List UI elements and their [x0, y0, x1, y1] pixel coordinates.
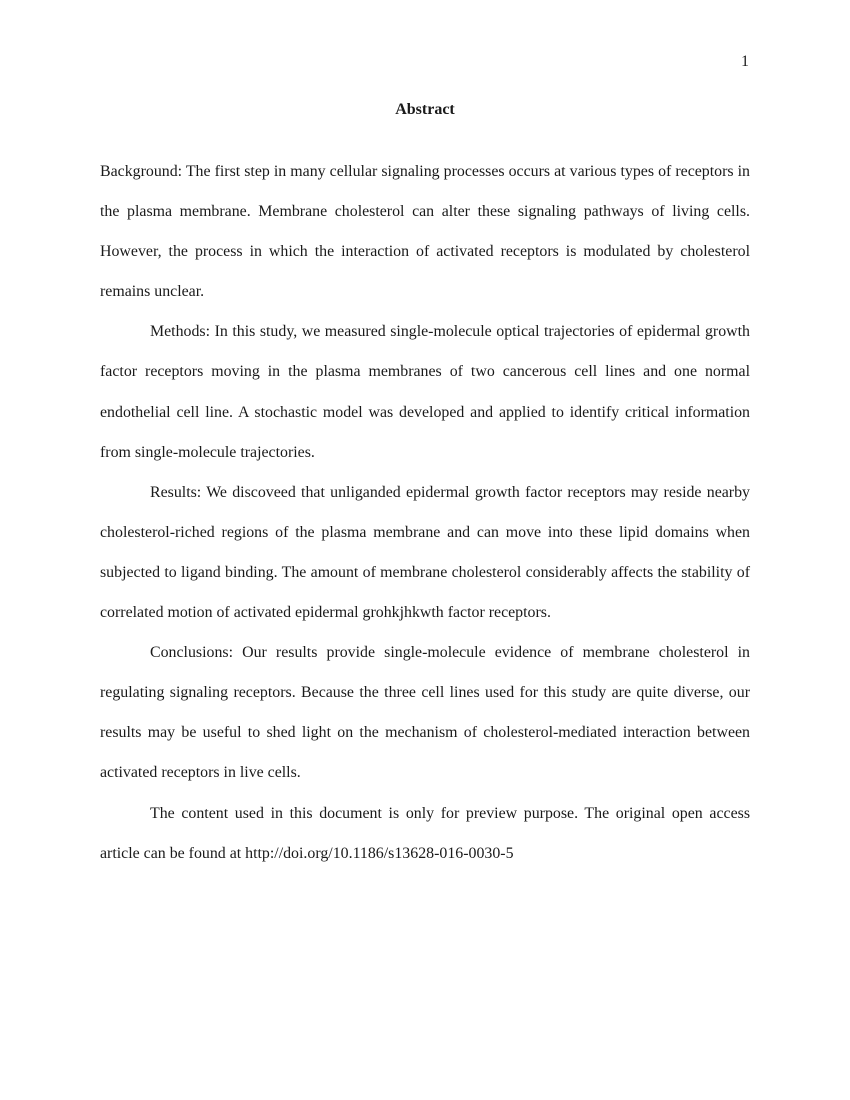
- page-title: Abstract: [395, 101, 455, 118]
- paragraph-conclusions: Conclusions: Our results provide single-molecule evidence of membrane cholesterol in regulating signaling receptors. Because the three cell lines used for this study are quite diverse, our results may be useful to shed light on the mechanism of cholesterol-mediated interaction between activated receptors in live cells.: [100, 644, 750, 782]
- paragraph-methods: Methods: In this study, we measured single-molecule optical trajectories of epidermal growth factor receptors moving in the plasma membranes of two cancerous cell lines and one normal endothelial cell line. A stochastic model was developed and applied to identify critical information from single-molecule trajectories.: [100, 323, 750, 461]
- paragraph-preview-notice: The content used in this document is only for preview purpose. The original open access article can be found at http://doi.org/10.1186/s13628-016-0030-5: [100, 804, 750, 862]
- abstract-body: [100, 152, 750, 874]
- paragraph-results: Results: We discoveed that unliganded epidermal growth factor receptors may reside nearby cholesterol-riched regions of the plasma membrane and can move into these lipid domains when subjected to ligand binding. The amount of membrane cholesterol considerably affects the stability of correlated motion of activated epidermal grohkjhkwth factor receptors.: [100, 483, 750, 622]
- page-number: 1: [741, 53, 749, 70]
- paragraph-background: Background: The first step in many cellular signaling processes occurs at various types of receptors in the plasma membrane. Membrane cholesterol can alter these signaling pathways of living cells. However, the process in which the interaction of activated receptors is modulated by cholesterol remains unclear.: [100, 163, 750, 301]
